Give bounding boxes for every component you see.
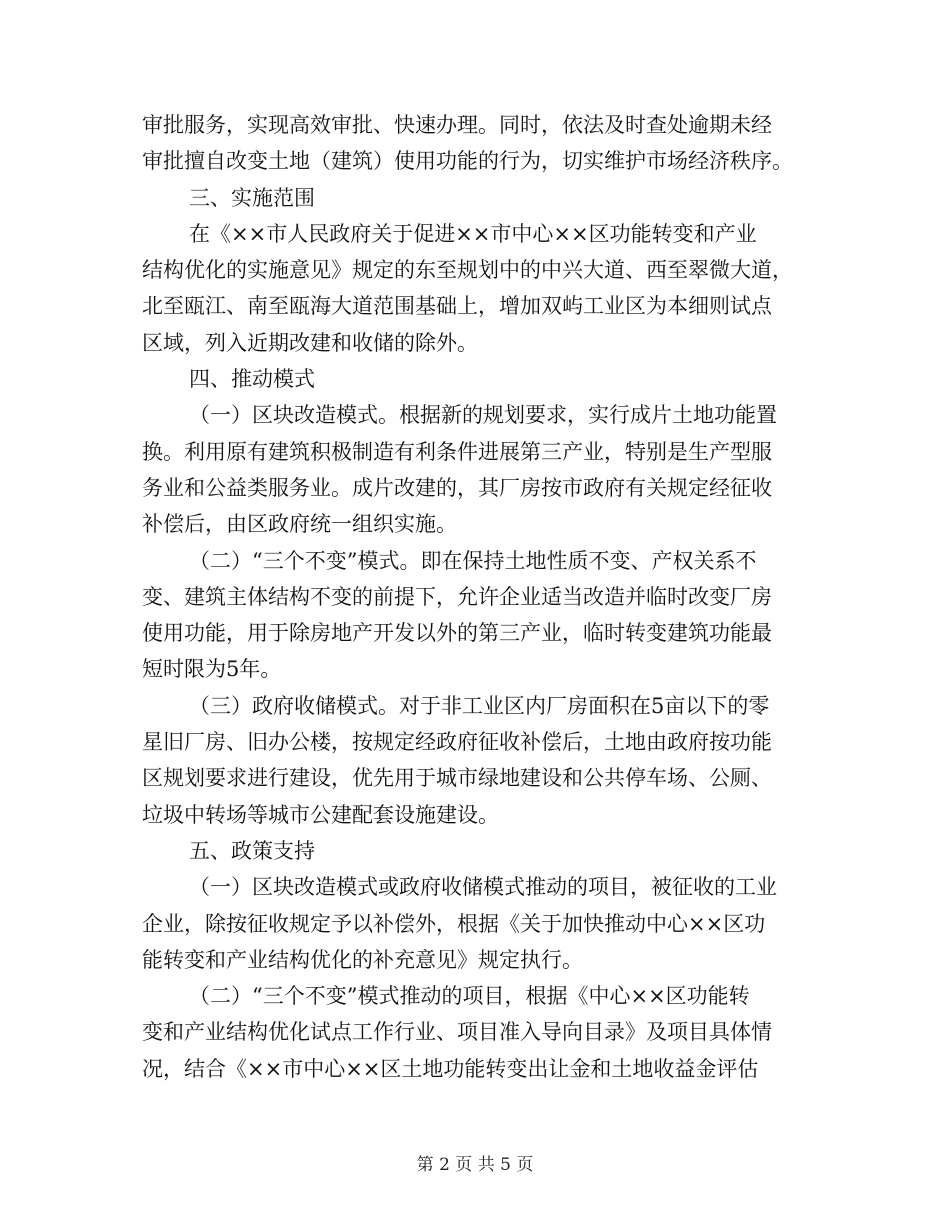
text-line: 审批擅自改变土地（建筑）使用功能的行为，切实维护市场经济秩序。 — [142, 149, 793, 174]
text-line: 使用功能，用于除房地产开发以外的第三产业，临时转变建筑功能最 — [142, 621, 772, 646]
text-line: 企业，除按征收规定予以补偿外，根据《关于加快推动中心××区功 — [142, 911, 766, 936]
text-line: （一）区块改造模式或政府收储模式推动的项目，被征收的工业 — [189, 875, 777, 900]
document-body — [142, 107, 808, 1087]
text-line: 结构优化的实施意见》规定的东至规划中的中兴大道、西至翠微大道， — [142, 258, 793, 283]
text-line: （三）政府收储模式。对于非工业区内厂房面积在5亩以下的零 — [189, 693, 770, 718]
text-line: 区域，列入近期改建和收储的除外。 — [142, 330, 478, 355]
text-line: 区规划要求进行建设，优先用于城市绿地建设和公共停车场、公厕、 — [142, 766, 772, 791]
text-line: 三、实施范围 — [189, 185, 315, 210]
text-line: （二）“三个不变”模式推动的项目，根据《中心××区功能转 — [189, 984, 750, 1009]
text-line: 垃圾中转场等城市公建配套设施建设。 — [142, 802, 499, 827]
text-line: 变、建筑主体结构不变的前提下，允许企业适当改造并临时改变厂房 — [142, 584, 772, 609]
text-line: 况，结合《××市中心××区土地功能转变出让金和土地收益金评估 — [142, 1056, 759, 1081]
text-line: （一）区块改造模式。根据新的规划要求，实行成片土地功能置 — [189, 403, 777, 428]
text-line: 五、政策支持 — [189, 838, 315, 863]
text-line: 星旧厂房、旧办公楼，按规定经政府征收补偿后，土地由政府按功能 — [142, 730, 772, 755]
text-line: 四、推动模式 — [189, 367, 315, 392]
text-line: 能转变和产业结构优化的补充意见》规定执行。 — [142, 947, 583, 972]
text-line: 变和产业结构优化试点工作行业、项目准入导向目录》及项目具体情 — [142, 1020, 772, 1045]
text-line: （二）“三个不变”模式。即在保持土地性质不变、产权关系不 — [189, 548, 757, 573]
text-line: 审批服务，实现高效审批、快速办理。同时，依法及时查处逾期未经 — [142, 113, 772, 137]
page-number-footer: 第 2 页 共 5 页 — [416, 1155, 534, 1175]
text-line: 北至瓯江、南至瓯海大道范围基础上，增加双屿工业区为本细则试点 — [142, 294, 772, 319]
text-line: 在《××市人民政府关于促进××市中心××区功能转变和产业 — [189, 221, 757, 246]
text-line: 务业和公益类服务业。成片改建的，其厂房按市政府有关规定经征收 — [142, 475, 772, 500]
text-line: 短时限为5年。 — [142, 657, 282, 682]
text-line: 补偿后，由区政府统一组织实施。 — [142, 512, 457, 537]
text-line: 换。利用原有建筑积极制造有利条件进展第三产业，特别是生产型服 — [142, 439, 772, 464]
